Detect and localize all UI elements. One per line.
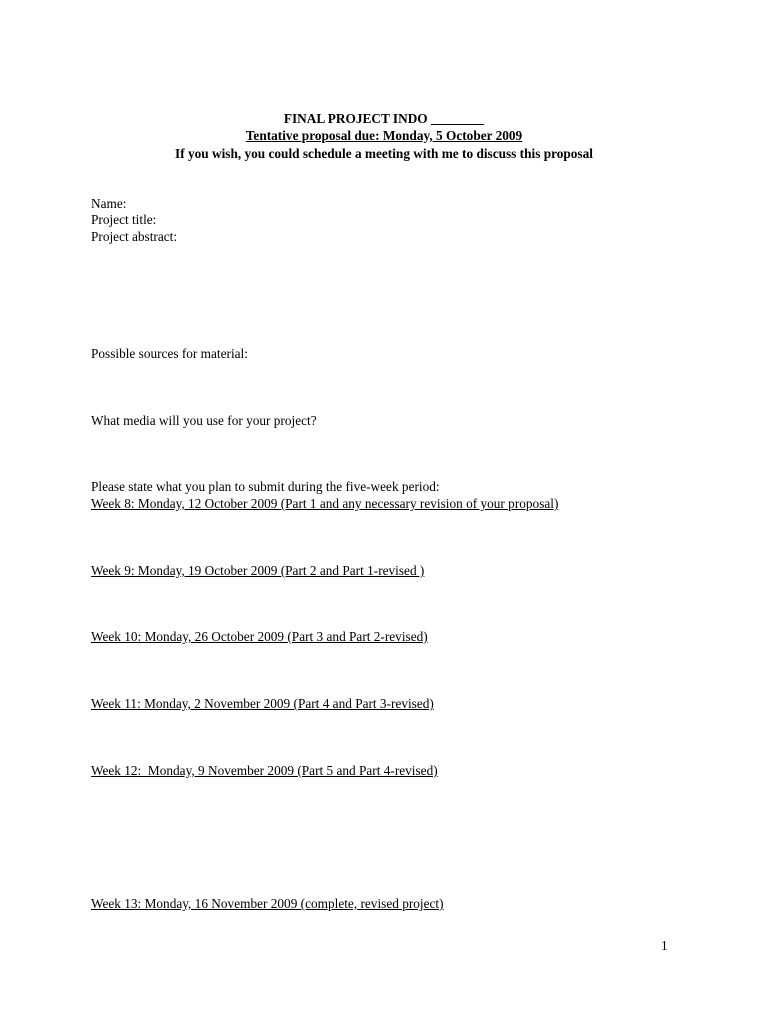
project-abstract-label: Project abstract: [91,229,178,244]
schedule-week-12: Week 12: Monday, 9 November 2009 (Part 5 and Part 4-revised) [91,763,438,778]
document-title: FINAL PROJECT INDO ________ [283,111,485,126]
schedule-week-9: Week 9: Monday, 19 October 2009 (Part 2 and Part 1-revised ) [91,563,425,578]
proposal-due-date: Tentative proposal due: Monday, 5 October 2009 [245,128,523,143]
media-question: What media will you use for your project? [91,413,317,428]
plan-intro: Please state what you plan to submit during the five-week period: [91,479,440,494]
project-title-label: Project title: [91,212,157,227]
schedule-week-10: Week 10: Monday, 26 October 2009 (Part 3 and Part 2-revised) [91,629,428,644]
meeting-note: If you wish, you could schedule a meeting with me to discuss this proposal [175,146,593,161]
page-number: 1 [661,938,668,953]
schedule-week-8: Week 8: Monday, 12 October 2009 (Part 1 and any necessary revision of your proposal) [91,496,559,511]
name-label: Name: [91,196,127,211]
schedule-week-13: Week 13: Monday, 16 November 2009 (complete, revised project) [91,896,444,911]
schedule-week-11: Week 11: Monday, 2 November 2009 (Part 4 and Part 3-revised) [91,696,434,711]
sources-question: Possible sources for material: [91,346,248,361]
